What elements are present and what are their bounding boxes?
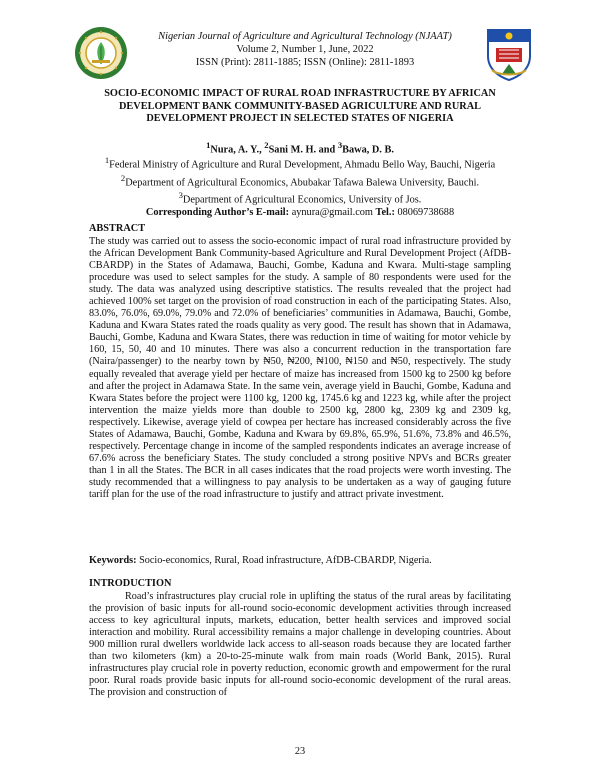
tel-label: Tel.: (375, 206, 395, 218)
affiliation-2-marker: 2 (120, 172, 126, 183)
affiliations (96, 154, 504, 219)
author-2-marker: 2 (264, 140, 269, 150)
page-number: 23 (294, 746, 306, 757)
university-crest-icon (484, 26, 534, 82)
affiliation-1-marker: 1 (104, 155, 110, 165)
affiliation-3-text: Department of Agricultural Economics, University of Jos. (182, 194, 422, 206)
corr-email: aynura@gmail.com (291, 206, 373, 218)
author-1-marker: 1 (206, 140, 211, 150)
author-1: Nura, A. Y., (210, 144, 265, 156)
author-3: Bawa, D. B. (342, 144, 394, 156)
affiliation-3 (96, 189, 504, 207)
journal-seal-icon (74, 26, 128, 80)
affiliation-2-text: Department of Agricultural Economics, Abubakar Tafawa Balewa University, Bauchi. (125, 177, 480, 189)
journal-info (140, 30, 470, 69)
tel-number: 08069738688 (397, 206, 455, 218)
introduction-heading: INTRODUCTION (89, 578, 172, 589)
keywords-text: Socio-economics, Rural, Road infrastructure, AfDB-CBARDP, Nigeria. (139, 555, 432, 566)
abstract-text: The study was carried out to assess the socio-economic impact of rural road infrastructure provided by the African Development Bank Community-based Agriculture and Rural Development Project (AfDB-CBARDP) in the States of Adamawa, Bauchi, Gombe, Kaduna and Kwara. Multi-stage sampling procedure was used to select samples for the study. A sample of 80 respondents were used for the study. The data was analyzed using descriptive statistics. The results revealed that the project had achieved 100% set target on the provision of road construction in each of the participating States. Also, 83.0%, 76.0%, 69.0%, 79.0% and 72.0% of beneficiaries’ communities in Adamawa, Bauchi, Gombe, Kaduna and Kwara States rated the roads quality as very good. The result has shown that in Adamawa, Bauchi, Gombe, Kaduna and Kwara States, there was reduction in time of waiting for motor vehicle by 160, 15, 50, 40 and 10 minutes. There was also a concurrent reduction in the transportation fare (Naira/passenger) to the nearby town by ₦50, ₦200, ₦100, ₦150 and ₦50, respectively. The study equally revealed that average yield per hectare of maize has increased from 1500 kg to 2500 kg before and after the project in Adamawa State. In the same vein, average yield in Bauchi, Gombe, Kaduna and Kwara States before the project were 1100 kg, 1200 kg, 1745.6 kg and 1223 kg, while after the project intervention the maize yields more than double to 2500 kg, 2800 kg, 2309 kg and 2309 kg, respectively. Likewise, average yield of cowpea per hectare has increased considerably across the five States of Adamawa, Bauchi, Gombe, Kaduna and Kwara by 69.8%, 65.9%, 51.6%, 73.8% and 46.5%, respectively. Percentage change in income of the sampled respondents indicates an average increase of 67.6% across the beneficiary States. The study concluded a strong positive NPVs and BCRs greater than 1 in all the States. The BCR in all cases indicates that the road projects were worth investing. The study recommended that a willingness to pay analysis to be undertaken as a way of gauging future tariff plan for the use of the road infrastructure to justify and attract private investment. (89, 236, 511, 500)
corr-label: Corresponding Author’s E-mail: (145, 206, 290, 218)
introduction-text: Road’s infrastructures play crucial role in uplifting the status of the rural areas by facilitating the provision of basic inputs for all-round socio-economic development activities through increased access to key agricultural inputs, markets, education, better health services and improved social interaction and mobility. Rural accessibility remains a major challenge in developing countries. About 900 million rural dwellers worldwide lack access to all-season roads because they are located farther than two kilometers (km) a 20-to-25-minute walk from main roads (World Bank, 2015). Rural infrastructures play crucial role in poverty reduction, economic growth and empowerment for the rural poor. Rural roads provide basic inputs for all-round socio-economic development of the rural areas. The provision and construction of (89, 591, 511, 699)
abstract-heading: ABSTRACT (89, 223, 146, 234)
journal-header (0, 12, 600, 76)
affiliation-3-marker: 3 (178, 190, 183, 201)
keywords-label: Keywords: (89, 555, 137, 566)
affiliation-2 (96, 172, 504, 190)
paper-title: SOCIO-ECONOMIC IMPACT OF RURAL ROAD INFRASTRUCTURE BY AFRICAN DEVELOPMENT BANK COMMUNITY-BASED AGRICULTURE AND RURAL DEVELOPMENT PROJECT IN SELECTED STATES OF NIGERIA (104, 88, 496, 125)
journal-volume: Volume 2, Number 1, June, 2022 (236, 44, 374, 55)
affiliation-1 (96, 154, 504, 172)
corresponding-author (96, 207, 504, 219)
keywords (89, 555, 511, 566)
author-2: Sani M. H. and (268, 144, 338, 156)
journal-name: Nigerian Journal of Agriculture and Agricultural Technology (NJAAT) (158, 31, 452, 42)
author-3-marker: 3 (337, 140, 343, 150)
journal-issn: ISSN (Print): 2811-1885; ISSN (Online): 2811-1893 (195, 57, 415, 68)
affiliation-1-text: Federal Ministry of Agriculture and Rural Development, Ahmadu Bello Way, Bauchi, Nigeria (109, 159, 496, 171)
